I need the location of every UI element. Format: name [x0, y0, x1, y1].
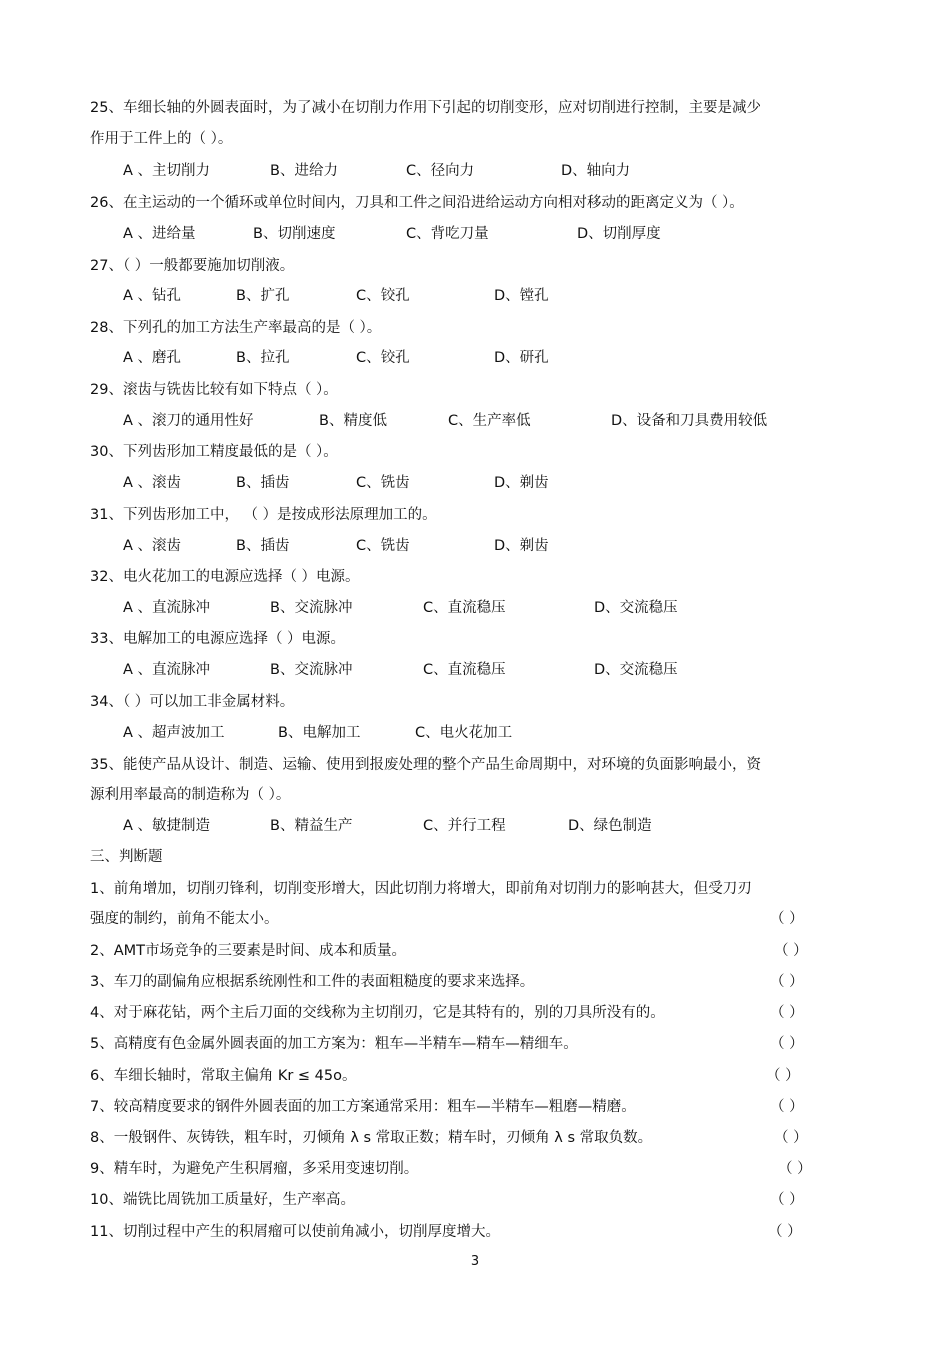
option-b: B、交流脉冲	[270, 600, 353, 616]
question-34-line-1: 34、（ ）可以加工非金属材料。	[90, 694, 295, 710]
section-title: 三、判断题	[90, 849, 163, 865]
option-a: A 、直流脉冲	[123, 600, 211, 616]
answer-blank[interactable]: （ ）	[768, 1224, 802, 1240]
question-25-line-2: 作用于工件上的（ ）。	[90, 131, 233, 147]
question-26-line-1: 26、在主运动的一个循环或单位时间内，刀具和工件之间沿进给运动方向相对移动的距离定义为（ ）。	[90, 195, 744, 211]
tf-9-line-1: 9、精车时，为避免产生积屑瘤，多采用变速切削。	[90, 1161, 419, 1177]
option-d: D、交流稳压	[594, 600, 678, 616]
tf-1-line-1: 1、前角增加，切削刃锋利，切削变形增大，因此切削力将增大，即前角对切削力的影响甚大，但受刀刃	[90, 881, 752, 897]
question-30-line-1: 30、下列齿形加工精度最低的是（ ）。	[90, 444, 338, 460]
option-a: A 、主切削力	[123, 163, 211, 179]
tf-1-line-2: 强度的制约，前角不能太小。	[90, 911, 279, 927]
option-a: A 、滚齿	[123, 538, 182, 554]
answer-blank[interactable]: （ ）	[770, 911, 804, 927]
question-31-line-1: 31、下列齿形加工中， （ ）是按成形法原理加工的。	[90, 507, 437, 523]
tf-11-line-1: 11、切削过程中产生的积屑瘤可以使前角减小，切削厚度增大。	[90, 1224, 500, 1240]
tf-5-line-1: 5、高精度有色金属外圆表面的加工方案为：粗车—半精车—精车—精细车。	[90, 1036, 578, 1052]
option-c: C、直流稳压	[423, 600, 506, 616]
option-d: D、交流稳压	[594, 662, 678, 678]
option-c: C、生产率低	[448, 413, 531, 429]
option-a: A 、滚齿	[123, 475, 182, 491]
tf-8-line-1: 8、一般钢件、灰铸铁，粗车时，刃倾角 λ s 常取正数；精车时，刃倾角 λ s 常取负数。	[90, 1130, 653, 1146]
option-b: B、电解加工	[278, 725, 361, 741]
answer-blank[interactable]: （ ）	[770, 1005, 804, 1021]
question-35-line-2: 源利用率最高的制造称为（ ）。	[90, 787, 291, 803]
option-d: D、绿色制造	[568, 818, 652, 834]
tf-7-line-1: 7、较高精度要求的钢件外圆表面的加工方案通常采用：粗车—半精车—粗磨—精磨。	[90, 1099, 636, 1115]
option-a: A 、滚刀的通用性好	[123, 413, 254, 429]
answer-blank[interactable]: （ ）	[770, 974, 804, 990]
question-28-line-1: 28、下列孔的加工方法生产率最高的是（ ）。	[90, 320, 382, 336]
tf-2-line-1: 2、AMT市场竞争的三要素是时间、成本和质量。	[90, 943, 407, 959]
answer-blank[interactable]: （ ）	[774, 943, 808, 959]
question-35-line-1: 35、能使产品从设计、制造、运输、使用到报废处理的整个产品生命周期中，对环境的负面影响最小，资	[90, 757, 761, 773]
option-b: B、插齿	[236, 538, 290, 554]
option-b: B、扩孔	[236, 288, 290, 304]
question-25-line-1: 25、车细长轴的外圆表面时，为了减小在切削力作用下引起的切削变形，应对切削进行控制，主要是减少	[90, 100, 761, 116]
option-c: C、电火花加工	[415, 725, 513, 741]
answer-blank[interactable]: （ ）	[770, 1036, 804, 1052]
option-b: B、精益生产	[270, 818, 353, 834]
option-c: C、铰孔	[356, 288, 410, 304]
option-a: A 、敏捷制造	[123, 818, 211, 834]
option-a: A 、磨孔	[123, 350, 182, 366]
option-d: D、切削厚度	[577, 226, 661, 242]
option-d: D、轴向力	[561, 163, 631, 179]
question-27-line-1: 27、（ ）一般都要施加切削液。	[90, 258, 295, 274]
option-d: D、研孔	[494, 350, 549, 366]
question-29-line-1: 29、滚齿与铣齿比较有如下特点（ ）。	[90, 382, 338, 398]
tf-4-line-1: 4、对于麻花钻，两个主后刀面的交线称为主切削刃，它是其特有的，别的刀具所没有的。	[90, 1005, 665, 1021]
option-c: C、铣齿	[356, 475, 410, 491]
option-d: D、设备和刀具费用较低	[611, 413, 768, 429]
tf-3-line-1: 3、车刀的副偏角应根据系统刚性和工件的表面粗糙度的要求来选择。	[90, 974, 535, 990]
option-b: B、精度低	[319, 413, 387, 429]
option-a: A 、钻孔	[123, 288, 182, 304]
option-c: C、背吃刀量	[406, 226, 489, 242]
answer-blank[interactable]: （ ）	[766, 1068, 800, 1084]
answer-blank[interactable]: （ ）	[774, 1130, 808, 1146]
answer-blank[interactable]: （ ）	[770, 1192, 804, 1208]
question-32-line-1: 32、电火花加工的电源应选择（ ）电源。	[90, 569, 360, 585]
option-d: D、剃齿	[494, 475, 549, 491]
tf-10-line-1: 10、端铣比周铣加工质量好，生产率高。	[90, 1192, 355, 1208]
option-a: A 、超声波加工	[123, 725, 225, 741]
option-b: B、交流脉冲	[270, 662, 353, 678]
option-b: B、进给力	[270, 163, 338, 179]
option-a: A 、进给量	[123, 226, 196, 242]
option-c: C、直流稳压	[423, 662, 506, 678]
option-d: D、剃齿	[494, 538, 549, 554]
option-a: A 、直流脉冲	[123, 662, 211, 678]
tf-6-line-1: 6、车细长轴时，常取主偏角 Kr ≤ 45o。	[90, 1068, 357, 1084]
option-c: C、铣齿	[356, 538, 410, 554]
option-c: C、铰孔	[356, 350, 410, 366]
option-d: D、镗孔	[494, 288, 549, 304]
answer-blank[interactable]: （ ）	[778, 1161, 812, 1177]
option-b: B、插齿	[236, 475, 290, 491]
option-b: B、拉孔	[236, 350, 290, 366]
page-number: 3	[470, 1254, 480, 1269]
option-c: C、径向力	[406, 163, 475, 179]
answer-blank[interactable]: （ ）	[770, 1099, 804, 1115]
question-33-line-1: 33、电解加工的电源应选择（ ）电源。	[90, 631, 346, 647]
option-b: B、切削速度	[253, 226, 336, 242]
option-c: C、并行工程	[423, 818, 506, 834]
